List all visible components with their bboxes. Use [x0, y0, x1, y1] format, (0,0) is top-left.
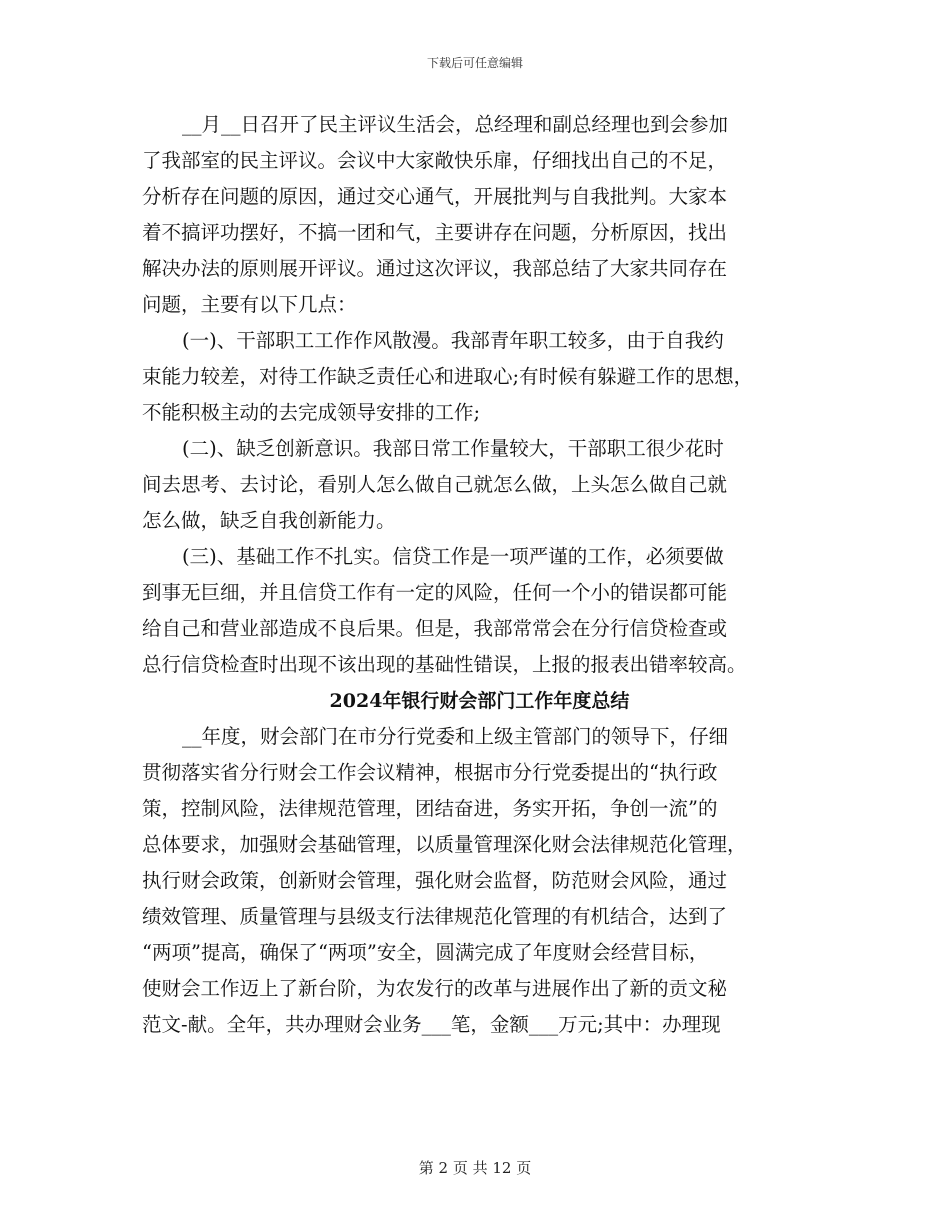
- paragraph-line: 了我部室的民主评议。会议中大家敞快乐扉，仔细找出自己的不足，: [142, 149, 728, 172]
- paragraph-line: 给自己和营业部造成不良后果。但是，我部常常会在分行信贷检查或: [142, 617, 728, 640]
- paragraph-line: 执行财会政策，创新财会管理，强化财会监督，防范财会风险，通过: [142, 869, 728, 892]
- paragraph-line: 总行信贷检查时出现不该出现的基础性错误，上报的报表出错率较高。: [142, 653, 747, 676]
- document-body: [142, 107, 817, 1043]
- header-note: 下载后可任意编辑: [426, 56, 523, 70]
- paragraph-line: “两项”提高，确保了“两项”安全，圆满完成了年度财会经营目标，: [142, 941, 709, 964]
- section-title: 2024年银行财会部门工作年度总结: [329, 690, 630, 712]
- paragraph-line: 使财会工作迈上了新台阶，为农发行的改革与进展作出了新的贡文秘: [142, 977, 728, 1000]
- paragraph-line: (三)、基础工作不扎实。信贷工作是一项严谨的工作，必须要做: [182, 545, 724, 568]
- paragraph-line: 范文-献。全年，共办理财会业务___笔，金额___万元;其中：办理现: [142, 1013, 721, 1036]
- page-number: 第 2 页 共 12 页: [418, 1159, 532, 1177]
- paragraph-line: __月__日召开了民主评议生活会，总经理和副总经理也到会参加: [182, 113, 729, 136]
- paragraph-line: __年度，财会部门在市分行党委和上级主管部门的领导下，仔细: [182, 725, 729, 748]
- paragraph-line: (二)、缺乏创新意识。我部日常工作量较大，干部职工很少花时: [182, 437, 724, 460]
- paragraph-line: 到事无巨细，并且信贷工作有一定的风险，任何一个小的错误都可能: [142, 581, 728, 604]
- paragraph-line: (一)、干部职工工作作风散漫。我部青年职工较多，由于自我约: [182, 329, 724, 352]
- paragraph-line: 怎么做，缺乏自我创新能力。: [142, 509, 396, 532]
- paragraph-line: 束能力较差，对待工作缺乏责任心和进取心;有时候有躲避工作的思想，: [142, 365, 754, 388]
- paragraph-line: 总体要求，加强财会基础管理，以质量管理深化财会法律规范化管理，: [142, 833, 747, 856]
- paragraph-line: 问题，主要有以下几点：: [142, 293, 357, 316]
- paragraph-line: 策，控制风险，法律规范管理，团结奋进，务实开拓，争创一流”的: [142, 797, 718, 820]
- paragraph-line: 不能积极主动的去完成领导安排的工作;: [142, 401, 481, 424]
- paragraph-line: 贯彻落实省分行财会工作会议精神，根据市分行党委提出的“执行政: [142, 761, 718, 784]
- paragraph-line: 绩效管理、质量管理与县级支行法律规范化管理的有机结合，达到了: [142, 905, 728, 928]
- paragraph-line: 着不搞评功摆好，不搞一团和气，主要讲存在问题，分析原因，找出: [142, 221, 728, 244]
- paragraph-line: 间去思考、去讨论，看别人怎么做自己就怎么做，上头怎么做自己就: [142, 473, 728, 496]
- paragraph-line: 分析存在问题的原因，通过交心通气，开展批判与自我批判。大家本: [142, 185, 728, 208]
- paragraph-line: 解决办法的原则展开评议。通过这次评议，我部总结了大家共同存在: [142, 257, 728, 280]
